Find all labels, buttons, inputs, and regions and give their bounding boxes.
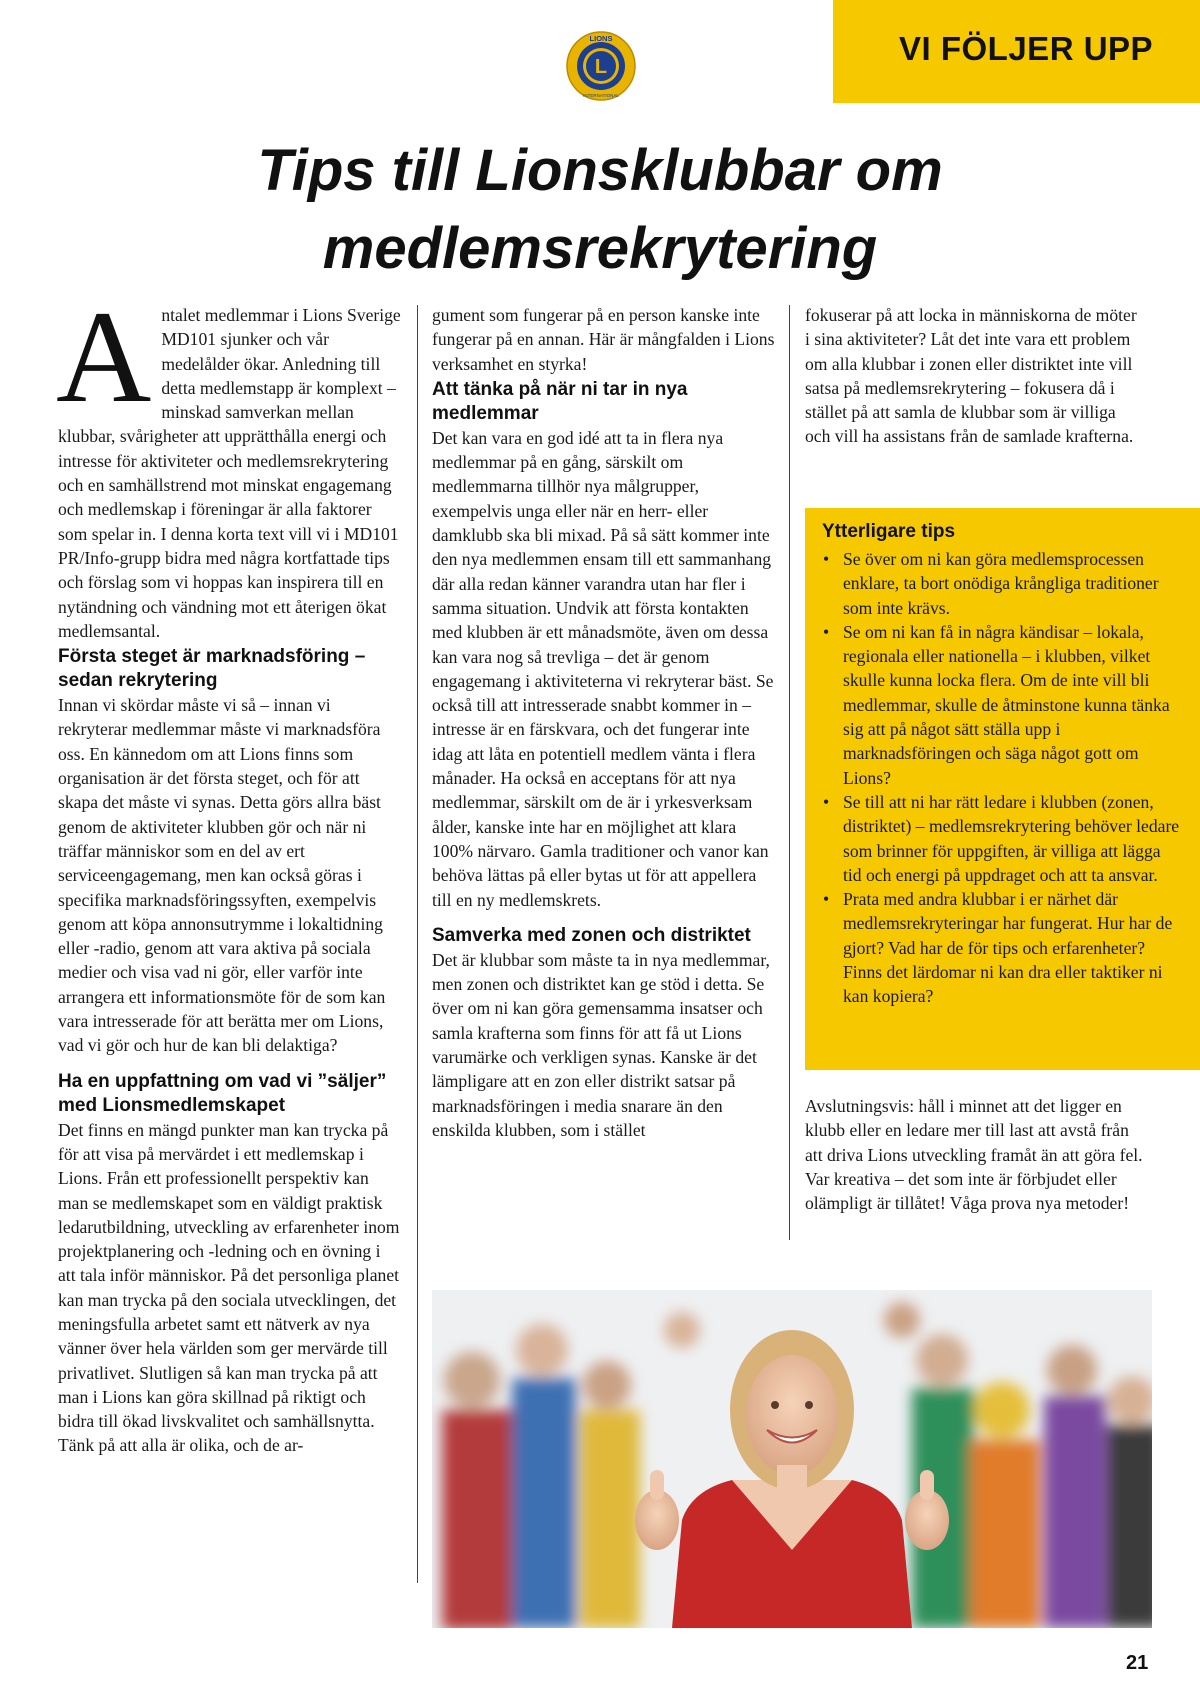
svg-text:LIONS: LIONS bbox=[589, 34, 613, 43]
column-1 bbox=[56, 283, 402, 1458]
list-item: • Se till att ni har rätt ledare i klubben (zonen, distriktet) – medlemsrekrytering behöver ledare som brinner för uppgiften, är villiga att lägga tid och energi på uppdraget och att ta ansvar. bbox=[821, 790, 1181, 887]
closing-block bbox=[805, 1094, 1145, 1215]
paragraph-marketing: Innan vi skördar måste vi så – innan vi rekryterar medlemmar måste vi marknadsföra oss. En kännedom om att Lions finns som organisation är det första steget, och för att skapa det måste vi synas. Detta görs allra bäst genom de aktiviteter klubben gör och när ni träffar människor som en del av ert serviceengagemang, men kan också göras i specifika marknadsföringssyften, exempelvis genom att köpa annonsutrymme i lokaltidning eller -radio, genom att vara aktiva på sociala medier och visa vad ni gör, eller varför inte arrangera ett informationsmöte för de som kan vara intresserade för att berätta mer om Lions, vad vi gör och hur de kan bli delaktiga? bbox=[58, 695, 386, 1056]
list-item: • Se över om ni kan göra medlemsprocessen enklare, ta bort onödiga krångliga traditioner som inte krävs. bbox=[821, 547, 1181, 620]
paragraph-continued: fokuserar på att locka in människorna de möter i sina aktiviteter? Låt det inte vara ett problem om alla klubbar i zonen eller distriktet inte vill satsa på medlemsrekrytering – fokusera då i stället på att samla de klubbar som är villiga och vill ha assistans från de samlade krafterna. bbox=[805, 305, 1137, 447]
subheading-new-members: Att tänka på när ni tar in nya medlemmar bbox=[432, 378, 688, 424]
intro-paragraph: Antalet medlemmar i Lions Sverige MD101 sjunker och vår medelålder ökar. Anledning till detta medlemstapp är komplext – minskad samverkan mellan klubbar, svårigheter att upprätthålla energi och intresse för aktiviteter och medlemsrekrytering och en samhällstrend mot minskat engagemang och medlemskap i föreningar är alla faktorer som spelar in. I denna korta text vill vi i MD101 PR/Info-grupp bidra med några kortfattade tips och förslag som vi hoppas kan inspirera till en nytändning och vändning mot ett återigen ökat medlemsantal. bbox=[56, 283, 401, 641]
svg-text:INTERNATIONAL: INTERNATIONAL bbox=[583, 93, 619, 98]
paragraph-zone: Det är klubbar som måste ta in nya medlemmar, men zonen och distriktet kan ge stöd i detta. Se över om ni kan göra gemensamma insatser och samla krafterna som finns för att få ut Lions varumärke och verkligen synas. Kanske är det lämpligare att en zon eller distrikt satsar på marknadsföringen i media snarare än den enskilda klubben, som i stället bbox=[432, 949, 770, 1140]
paragraph-new-members: Det kan vara en god idé att ta in flera nya medlemmar på en gång, särskilt om medlemmarna tillhör nya målgrupper, exempelvis unga eller när en herr- eller damklubb ska bli mixad. På så sätt kommer inte den nya medlemmen ensam till ett sammanhang där alla redan känner varandra utan har fler i samma situation. Undvik att första kontakten med klubben är ett månadsmöte, även om dessa kan vara nog så trevliga – det är genom engagemang i aktiviteterna vi rekryterar bäst. Se också till att intresserade snabbt kommer in – intresse är en färskvara, och det fungerar inte idag att låta en potentiell medlem vänta i flera månader. Ha också en acceptans för att nya medlemmar, särskilt om de är i yrkesverksam ålder, kanske inte har en möjlighet att klara 100% närvaro. Gamla traditioner och vanor kan behöva lättas på eller bytas ut för att appellera till en ny medlemskrets. bbox=[432, 427, 774, 910]
tips-box-title: Ytterligare tips bbox=[822, 521, 956, 542]
paragraph-continued: gument som fungerar på en person kanske inte fungerar på en annan. Här är mångfalden i Lions verksamhet en styrka! bbox=[432, 305, 775, 374]
lions-logo bbox=[565, 30, 637, 102]
column-divider bbox=[789, 305, 790, 1240]
svg-text:L: L bbox=[594, 56, 608, 78]
article-title bbox=[140, 132, 1060, 288]
paragraph-value: Det finns en mängd punkter man kan trycka på för att visa på mervärdet i ett medlemskap i Lions. Från ett professionellt perspektiv kan man se medlemskapet som en väldigt praktisk ledarutbildning, utveckling av erfarenheter inom projektplanering och -ledning och en övning i att tala inför människor. På det personliga planet kan man trycka på den sociala utvecklingen, det meningsfulla arbetet samt ett nätverk av nya vänner över hela världen som ger mervärde till privatlivet. Slutligen så kan man trycka på att man i Lions kan göra skillnad på riktigt och bidra till ökad livskvalitet och samhällsnytta. Tänk på att alla är olika, och de ar- bbox=[58, 1119, 400, 1456]
tips-box bbox=[805, 508, 1200, 1070]
drop-cap: A bbox=[56, 283, 152, 430]
column-2 bbox=[432, 303, 778, 1142]
tips-list bbox=[821, 547, 1181, 1009]
closing-paragraph: Avslutningsvis: håll i minnet att det ligger en klubb eller en ledare mer till last att avstå från att driva Lions utveckling framåt än att göra fel. Var kreativa – det som inte är förbjudet eller olämpligt är tillåtet! Våga prova nya metoder! bbox=[805, 1096, 1143, 1214]
list-item: • Se om ni kan få in några kändisar – lokala, regionala eller nationella – i klubben, vilket skulle kunna locka flera. Om de inte vill bli medlemmar, skulle de åtminstone kunna tänka sig att på något sätt ställa upp i marknadsföringen och säga något gott om Lions? bbox=[821, 620, 1181, 790]
title-line-2: medlemsrekrytering bbox=[322, 216, 878, 281]
page-number: 21 bbox=[1126, 1652, 1149, 1674]
article-photo bbox=[432, 1290, 1152, 1628]
list-item: • Prata med andra klubbar i er närhet där medlemsrekryteringar har fungerat. Hur har de gjort? Vad har de för tips och erfarenheter? Finns det lärdomar ni kan dra eller taktiker ni kan kopiera? bbox=[821, 887, 1181, 1008]
subheading-value: Ha en uppfattning om vad vi ”säljer” med Lionsmedlemskapet bbox=[58, 1070, 387, 1116]
subheading-zone: Samverka med zonen och distriktet bbox=[432, 924, 751, 946]
column-divider bbox=[417, 305, 418, 1583]
column-3 bbox=[805, 303, 1145, 449]
crowd-photo-illustration bbox=[432, 1290, 1152, 1628]
section-label: VI FÖLJER UPP bbox=[899, 30, 1154, 67]
subheading-marketing: Första steget är marknadsföring – sedan rekrytering bbox=[58, 646, 366, 692]
title-line-1: Tips till Lionsklubbar om bbox=[257, 138, 943, 203]
section-tab bbox=[833, 0, 1200, 103]
